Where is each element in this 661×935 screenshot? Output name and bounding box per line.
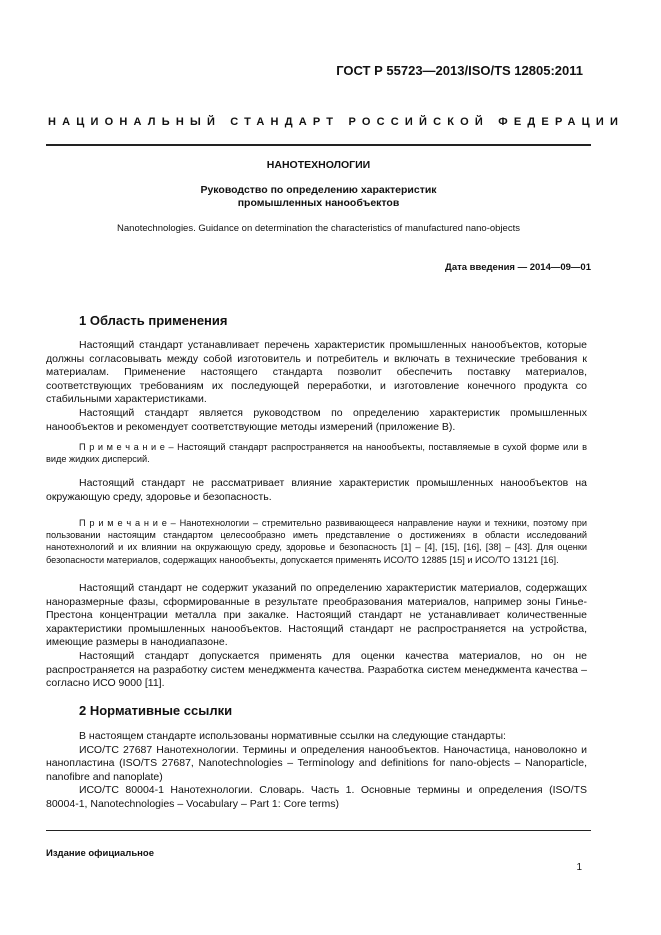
paragraph: ИСО/ТС 27687 Нанотехнологии. Термины и определения нанообъектов. Наночастица, нановолокно и нанопластина (ISO/TS 27687, Nanotechnologies – Terminology and definitions for nano-objects – Nanoparticle, nanofibre and nanoplate) xyxy=(46,743,587,783)
paragraph: Настоящий стандарт не рассматривает влияние характеристик промышленных нанообъектов на окружающую среду, здоровье и безопасность. xyxy=(46,477,587,503)
note-2 xyxy=(46,517,587,566)
section-1-heading: 1 Область применения xyxy=(79,313,228,328)
section-2-heading: 2 Нормативные ссылки xyxy=(79,703,233,718)
subtitle-line-1: Руководство по определению характеристик xyxy=(200,184,437,196)
footer-divider xyxy=(46,830,591,831)
note-text: – Настоящий стандарт распространяется на нанообъекты, поставляемые в сухой форме или в виде жидких дисперсий. xyxy=(46,442,587,465)
paragraph: Настоящий стандарт допускается применять для оценки качества материалов, но он не распространяется на разработку систем менеджмента качества. Разработка систем менеджмента качества – согласно ИСО 9000 [11]. xyxy=(46,649,587,690)
section-1-body xyxy=(46,339,587,434)
paragraph: Настоящий стандарт устанавливает перечень характеристик промышленных нанообъектов, которые должны согласовывать между собой изготовитель и потребитель и включать в технические требования к материалам. Применение настоящего стандарта позволит обеспечить поставку материалов, соответствующих требованиям их последующей переработки, и изготовление конечного продукта со стабильными характеристиками. xyxy=(46,339,587,406)
section-1-body-2 xyxy=(46,477,587,504)
national-standard-banner: НАЦИОНАЛЬНЫЙ СТАНДАРТ РОССИЙСКОЙ ФЕДЕРАЦИИ xyxy=(48,116,625,128)
official-edition-label: Издание официальное xyxy=(46,848,154,859)
note-label: П р и м е ч а н и е xyxy=(79,442,165,452)
document-title: НАНОТЕХНОЛОГИИ xyxy=(266,159,371,171)
document-code: ГОСТ Р 55723—2013/ISO/TS 12805:2011 xyxy=(336,63,583,78)
paragraph: Настоящий стандарт является руководством по определению характеристик промышленных нанообъектов и рекомендует соответствующие методы измерений (приложение В). xyxy=(46,406,587,433)
page-number: 1 xyxy=(576,862,582,873)
section-2-body xyxy=(46,730,587,812)
document-subtitle xyxy=(46,184,591,210)
note-label: П р и м е ч а н и е xyxy=(79,518,167,528)
subtitle-line-2: промышленных нанообъектов xyxy=(237,197,400,209)
section-1-body-3 xyxy=(46,582,587,691)
note-text: – Нанотехнологии – стремительно развивающееся направление науки и техники, поэтому при пользовании настоящим стандартом целесообразно иметь представление о достижениях в области исследований нанотехнологий и их влиянии на окружающую среду, здоровье и безопасность [1] – [4], [15], [16], [38] – [43]. Для оценки безопасности материалов, содержащих нанообъекты, допускается применять ИСО/ТО 12885 [15] и ИСО/ТО 13121 [16]. xyxy=(46,518,587,565)
paragraph: Настоящий стандарт не содержит указаний по определению характеристик материалов, содержащих наноразмерные фазы, сформированные в результате преобразования материалов, например зоны Гинье-Престона концентрации металла при закалке. Настоящий стандарт не устанавливает количественные характеристики промышленных нанообъектов. Настоящий стандарт не распространяется на устройства, имеющие размеры в нанодиапазоне. xyxy=(46,582,587,649)
note-1 xyxy=(46,441,587,465)
paragraph: В настоящем стандарте использованы нормативные ссылки на следующие стандарты: xyxy=(79,730,506,742)
english-title: Nanotechnologies. Guidance on determination the characteristics of manufactured nano-objects xyxy=(117,223,520,234)
paragraph: ИСО/ТС 80004-1 Нанотехнологии. Словарь. Часть 1. Основные термины и определения (ISO/TS 80004-1, Nanotechnologies – Vocabulary – Part 1: Core terms) xyxy=(46,784,587,810)
top-divider xyxy=(46,144,591,146)
effective-date: Дата введения — 2014—09—01 xyxy=(445,262,591,273)
